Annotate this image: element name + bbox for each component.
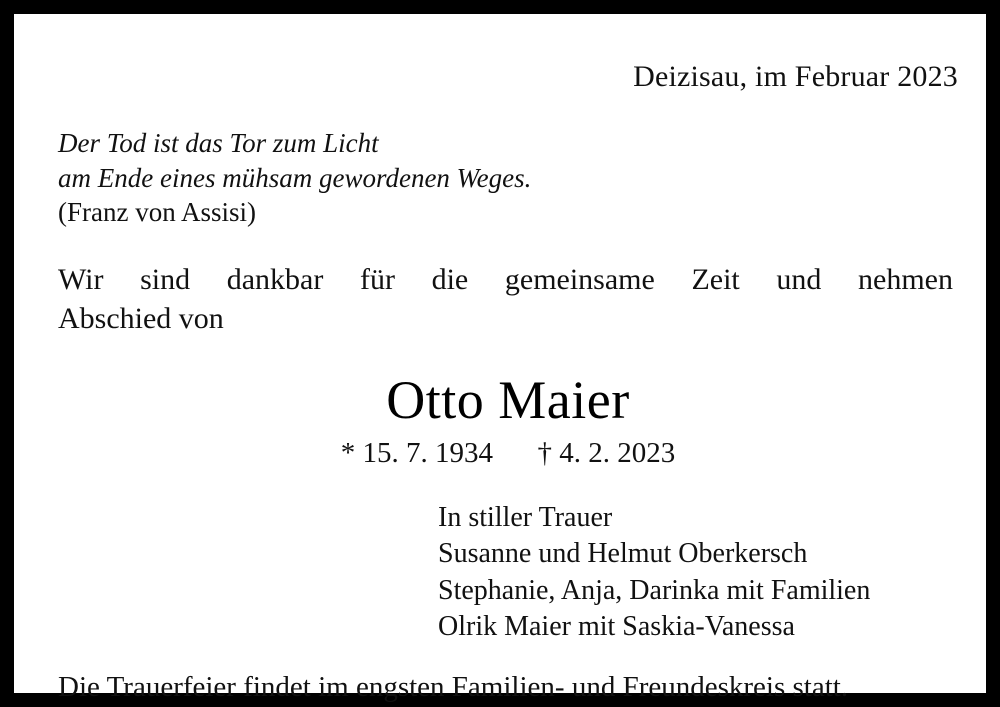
ceremony-note: Die Trauerfeier findet im engsten Familien- und Freundeskreis statt.: [58, 671, 849, 704]
quote-block: [58, 126, 958, 230]
intro-line-2: Abschied von: [58, 302, 224, 336]
notice-content: [58, 44, 958, 704]
obituary-notice: [14, 14, 986, 704]
mourning-heading: In stiller Trauer: [438, 501, 613, 533]
birth-date: * 15. 7. 1934: [340, 436, 493, 469]
mourners-block: [438, 500, 958, 646]
quote-line-1: Der Tod ist das Tor zum Licht: [58, 128, 379, 158]
deceased-name: Otto Maier: [386, 369, 630, 430]
life-dates: [58, 437, 958, 470]
intro-text: [58, 260, 958, 339]
mourner-line: Olrik Maier mit Saskia-Vanessa: [438, 611, 795, 642]
place-and-date: Deizisau, im Februar 2023: [633, 60, 958, 93]
quote-line-2: am Ende eines mühsam gewordenen Weges.: [58, 162, 532, 193]
mourner-line: Susanne und Helmut Oberkersch: [438, 538, 808, 570]
intro-line-1: Wir sind dankbar für die gemeinsame Zeit und nehmen: [58, 262, 953, 296]
quote-attribution: (Franz von Assisi): [58, 197, 256, 228]
mourner-line: Stephanie, Anja, Darinka mit Familien: [438, 574, 871, 606]
death-date: † 4. 2. 2023: [537, 436, 676, 469]
